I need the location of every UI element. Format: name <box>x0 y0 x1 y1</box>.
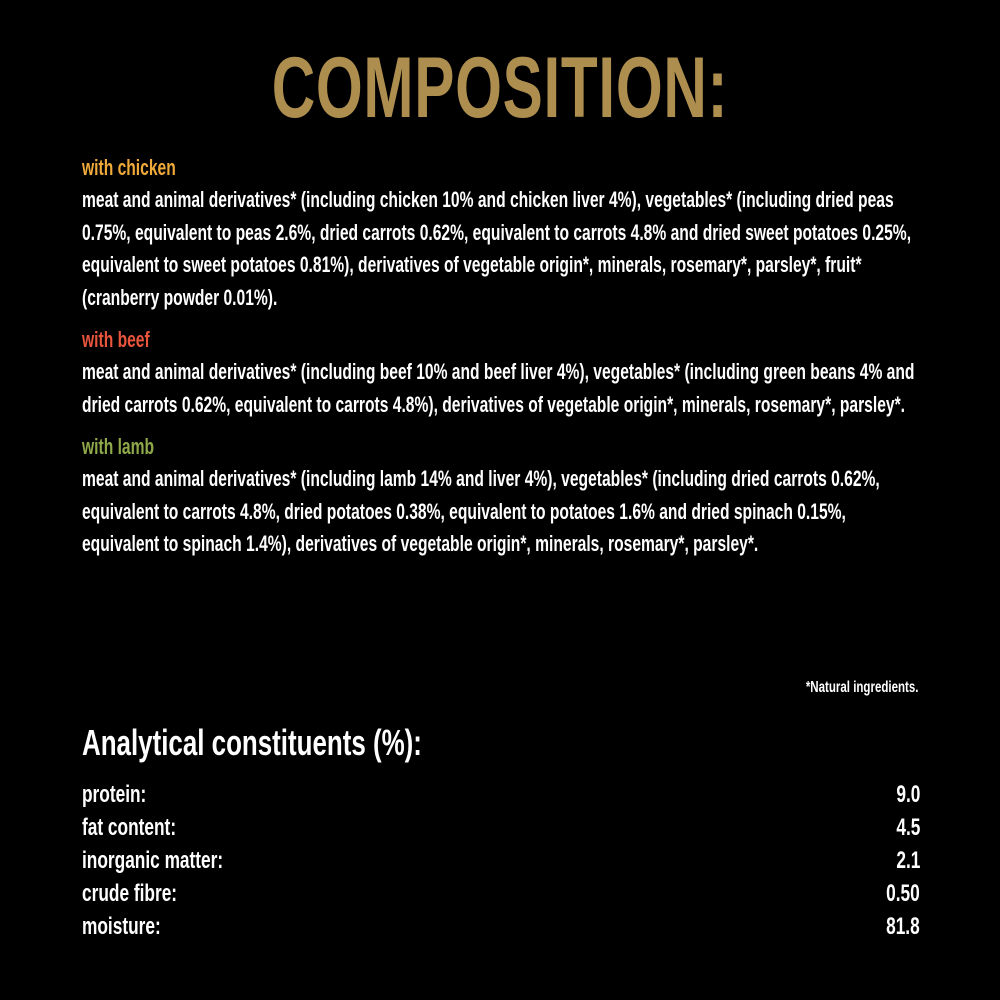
constituent-value: 0.50 <box>886 880 920 907</box>
page-title: COMPOSITION: <box>271 40 729 136</box>
constituent-value: 81.8 <box>886 913 920 940</box>
section-body-chicken: meat and animal derivatives* (including chicken 10% and chicken liver 4%), vegetables* (including dried peas 0.75%, equivalent to peas 2.6%, dried carrots 0.62%, equivalent to carrots 4.8% and dried sweet potatoes 0.25%, equivalent to sweet potatoes 0.81%), derivatives of vegetable origin*, minerals, rosemary*, parsley*, fruit* (cranberry powder 0.01%). <box>82 187 912 310</box>
constituent-label: crude fibre: <box>82 880 178 907</box>
section-beef <box>82 324 920 421</box>
composition-sections <box>82 152 920 571</box>
constituent-value: 9.0 <box>895 781 920 808</box>
constituent-value: 2.1 <box>895 847 920 874</box>
constituent-row-crude-fibre <box>82 877 920 910</box>
section-body-beef: meat and animal derivatives* (including beef 10% and beef liver 4%), vegetables* (including green beans 4% and dried carrots 0.62%, equivalent to carrots 4.8%), derivatives of vegetable origin*, minerals, rosemary*, parsley*. <box>82 359 915 417</box>
natural-ingredients-footnote: *Natural ingredients. <box>805 679 918 696</box>
constituent-row-moisture <box>82 910 920 943</box>
section-title-lamb: with lamb <box>82 434 155 459</box>
section-title-beef: with beef <box>82 327 150 352</box>
analytical-constituents-title: Analytical constituents (%): <box>82 722 422 763</box>
section-lamb <box>82 431 920 561</box>
section-title-chicken: with chicken <box>82 155 176 180</box>
constituent-label: protein: <box>82 781 147 808</box>
constituent-label: fat content: <box>82 814 177 841</box>
constituent-row-fat-content <box>82 811 920 844</box>
constituent-value: 4.5 <box>895 814 920 841</box>
constituent-row-protein <box>82 778 920 811</box>
analytical-constituents-table <box>82 778 920 943</box>
section-chicken <box>82 152 920 314</box>
constituent-row-inorganic-matter <box>82 844 920 877</box>
constituent-label: inorganic matter: <box>82 847 224 874</box>
section-body-lamb: meat and animal derivatives* (including lamb 14% and liver 4%), vegetables* (including dried carrots 0.62%, equivalent to carrots 4.8%, dried potatoes 0.38%, equivalent to potatoes 1.6% and dried spinach 0.15%, equivalent to spinach 1.4%), derivatives of vegetable origin*, minerals, rosemary*, parsley*. <box>82 466 880 556</box>
constituent-label: moisture: <box>82 913 161 940</box>
